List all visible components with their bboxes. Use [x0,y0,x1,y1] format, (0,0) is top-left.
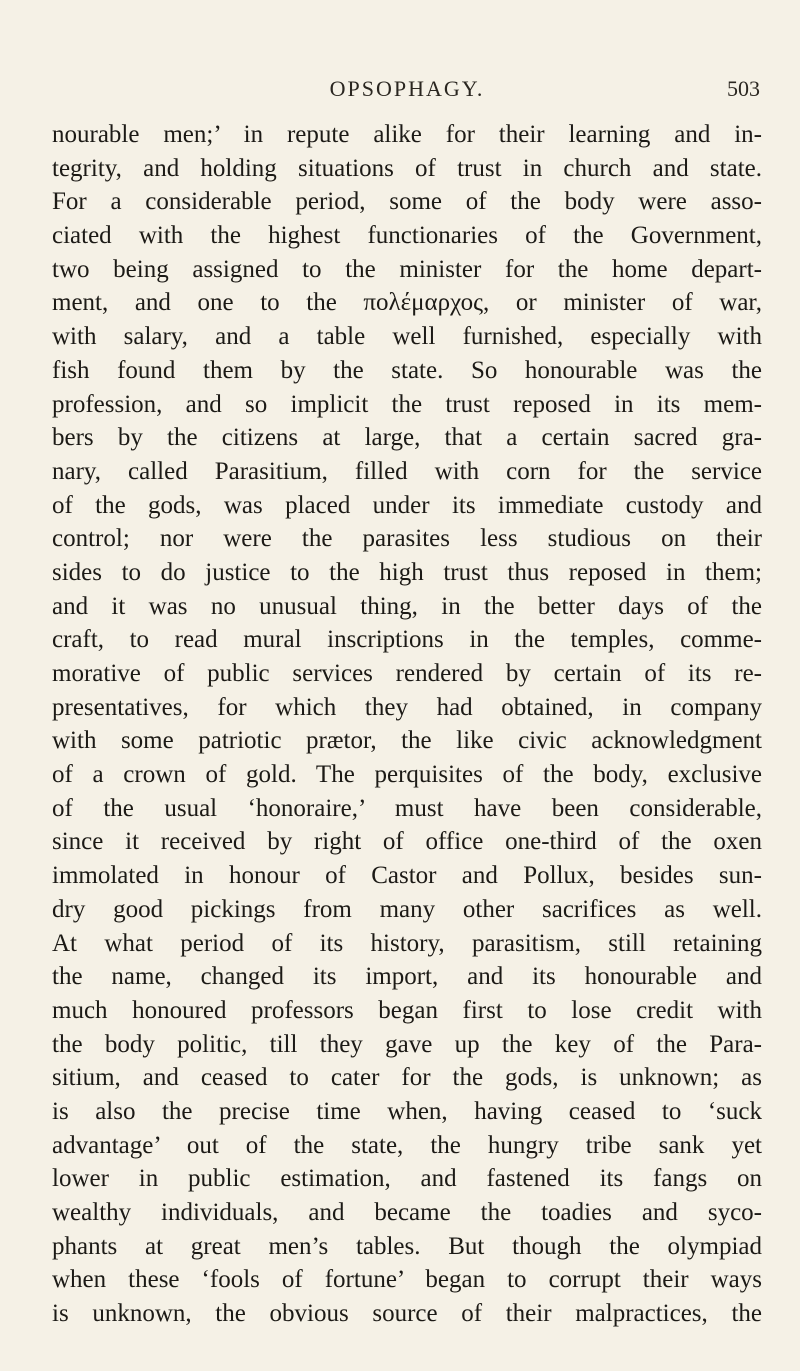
text-line: sides to do justice to the high trust thus reposed in them; [52,558,762,586]
text-line: of the gods, was placed under its immediate custody and [52,491,762,519]
page-number: 503 [727,76,760,101]
text-line: when these ‘fools of fortune’ began to corrupt their ways [52,1266,762,1294]
text-line: morative of public services rendered by certain of its re- [52,660,762,687]
text-line: with some patriotic prætor, the like civic acknowledgment [52,727,762,755]
text-line: At what period of its history, parasitism, still retaining [52,929,762,957]
text-line: since it received by right of office one-third of the oxen [52,828,762,856]
text-line: dry good pickings from many other sacrifices as well. [52,895,762,923]
running-head [52,76,762,106]
text-line: For a considerable period, some of the body were asso- [52,188,762,216]
text-line: fish found them by the state. So honourable was the [52,356,762,384]
running-title: OPSOPHAGY. [329,76,485,101]
text-line: sitium, and ceased to cater for the gods, is unknown; as [52,1064,762,1092]
body-text [52,118,762,1331]
text-line: the name, changed its import, and its honourable and [52,963,762,991]
text-line: phants at great men’s tables. But though the olympiad [52,1232,762,1260]
text-line: lower in public estimation, and fastened its fangs on [52,1165,762,1193]
text-line: two being assigned to the minister for the home depart- [52,255,762,283]
text-line: immolated in honour of Castor and Pollux, besides sun- [52,862,762,890]
text-line: bers by the citizens at large, that a certain sacred gra- [52,424,762,452]
text-line: of the usual ‘honoraire,’ must have been considerable, [52,794,762,822]
text-line: is also the precise time when, having ceased to ‘suck [52,1097,762,1125]
text-line: nourable men;’ in repute alike for their learning and in- [52,121,762,148]
text-line: is unknown, the obvious source of their malpractices, the [52,1300,762,1328]
text-line: nary, called Parasitium, filled with corn for the service [52,457,762,485]
text-line: profession, and so implicit the trust reposed in its mem- [52,390,762,418]
text-line: the body politic, till they gave up the key of the Para- [52,1030,762,1058]
text-line: craft, to read mural inscriptions in the temples, comme- [52,626,762,654]
text-line: wealthy individuals, and became the toadies and syco- [52,1199,762,1226]
text-line: much honoured professors began first to lose credit with [52,996,762,1024]
text-line: control; nor were the parasites less studious on their [52,525,762,553]
text-line: presentatives, for which they had obtained, in company [52,693,762,721]
text-line: advantage’ out of the state, the hungry tribe sank yet [52,1131,762,1159]
text-line: ment, and one to the πολέμαρχος, or minister of war, [52,289,762,317]
text-line: of a crown of gold. The perquisites of the body, exclusive [52,761,762,789]
text-line: tegrity, and holding situations of trust in church and state. [52,154,762,182]
text-line: ciated with the highest functionaries of the Government, [52,222,762,250]
text-line: and it was no unusual thing, in the better days of the [52,592,762,620]
text-line: with salary, and a table well furnished, especially with [52,323,762,351]
